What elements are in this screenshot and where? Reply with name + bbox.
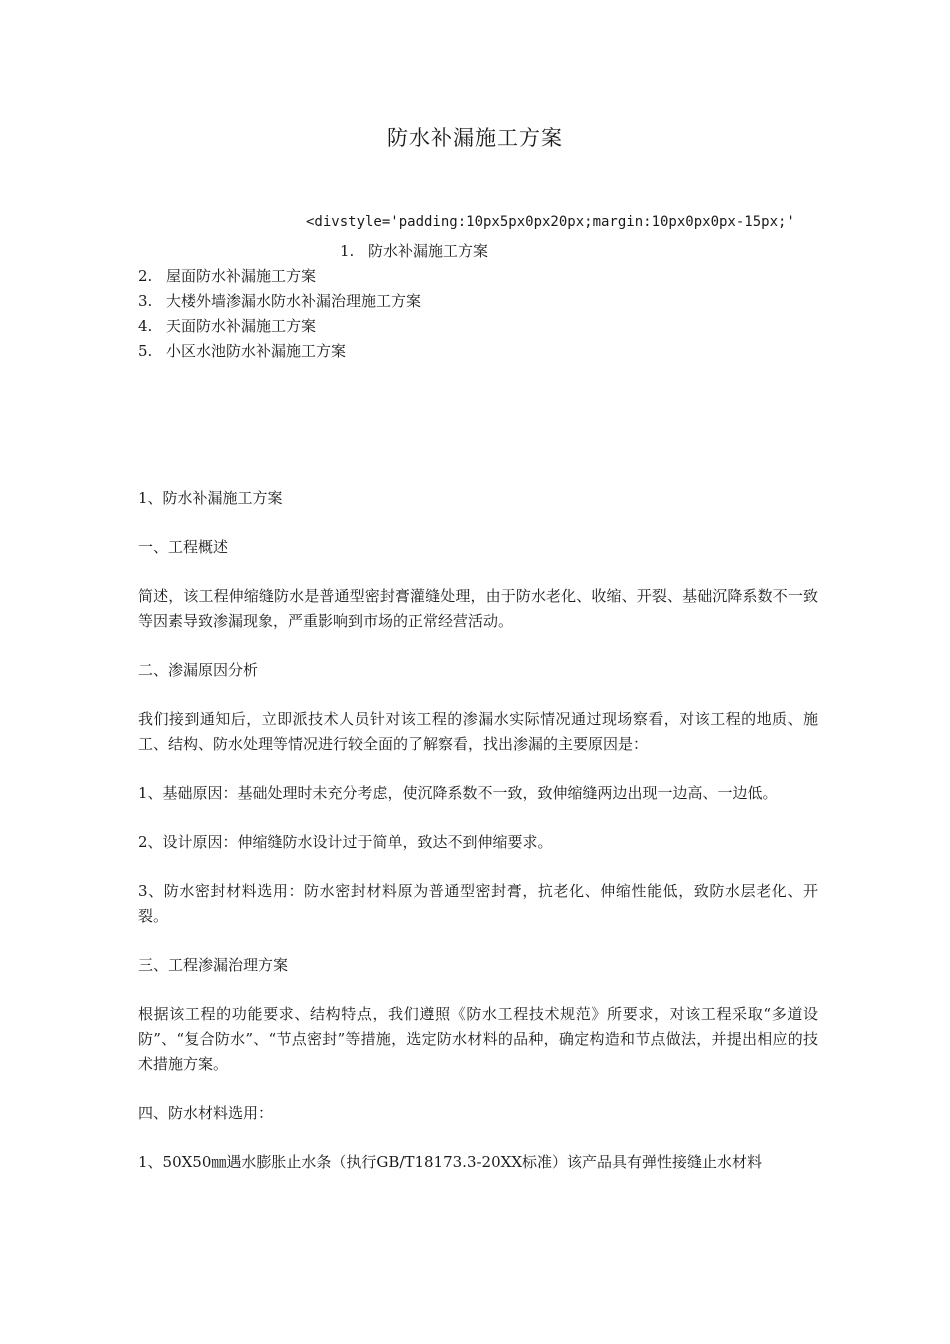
toc-item (138, 264, 488, 289)
body-paragraph: 2、设计原因：伸缩缝防水设计过于简单，致达不到伸缩要求。 (138, 833, 553, 851)
section-heading: 二、渗漏原因分析 (138, 661, 259, 679)
toc-item-number: 4. (138, 317, 153, 335)
toc-item (138, 339, 488, 364)
toc-item-number: 2. (138, 267, 153, 285)
section-heading: 四、防水材料选用： (138, 1104, 274, 1122)
toc-item (138, 289, 488, 314)
toc-item-number: 1. (340, 242, 355, 260)
toc-item (138, 239, 488, 264)
body-paragraph: 1、基础原因：基础处理时未充分考虑，使沉降系数不一致，致伸缩缝两边出现一边高、一边低。 (138, 784, 778, 802)
body-paragraph: 我们接到通知后，立即派技术人员针对该工程的渗漏水实际情况通过现场察看，对该工程的地质、施工、结构、防水处理等情况进行较全面的了解察看，找出渗漏的主要原因是： (138, 710, 818, 753)
body-paragraph: 3、防水密封材料选用：防水密封材料原为普通型密封膏，抗老化、伸缩性能低，致防水层老化、开裂。 (138, 882, 818, 925)
document-body (138, 486, 818, 1175)
toc-item-number: 3. (138, 292, 153, 310)
toc-item-label: 大楼外墙渗漏水防水补漏治理施工方案 (166, 292, 422, 310)
table-of-contents (138, 239, 488, 364)
body-paragraph: 简述，该工程伸缩缝防水是普通型密封膏灌缝处理，由于防水老化、收缩、开裂、基础沉降系数不一致等因素导致渗漏现象，严重影响到市场的正常经营活动。 (138, 587, 818, 630)
section-heading: 1、防水补漏施工方案 (138, 489, 283, 507)
section-heading: 一、工程概述 (138, 538, 229, 556)
toc-item-label: 天面防水补漏施工方案 (166, 317, 317, 335)
toc-item-label: 屋面防水补漏施工方案 (166, 267, 317, 285)
toc-item-label: 防水补漏施工方案 (368, 242, 489, 260)
toc-item-label: 小区水池防水补漏施工方案 (166, 342, 347, 360)
section-heading: 三、工程渗漏治理方案 (138, 956, 289, 974)
stray-code-line: <divstyle='padding:10px5px0px20px;margin:10px0px0px-15px;' (306, 214, 795, 230)
body-paragraph: 1、50X50㎜遇水膨胀止水条（执行GB/T18173.3-20XX标准）该产品具有弹性接缝止水材料 (138, 1153, 763, 1171)
body-paragraph: 根据该工程的功能要求、结构特点，我们遵照《防水工程技术规范》所要求，对该工程采取“多道设防”、“复合防水”、“节点密封”等措施，选定防水材料的品种，确定构造和节点做法，并提出相应的技术措施方案。 (138, 1005, 818, 1073)
toc-item (138, 314, 488, 339)
document-title: 防水补漏施工方案 (387, 126, 563, 150)
toc-item-number: 5. (138, 342, 153, 360)
